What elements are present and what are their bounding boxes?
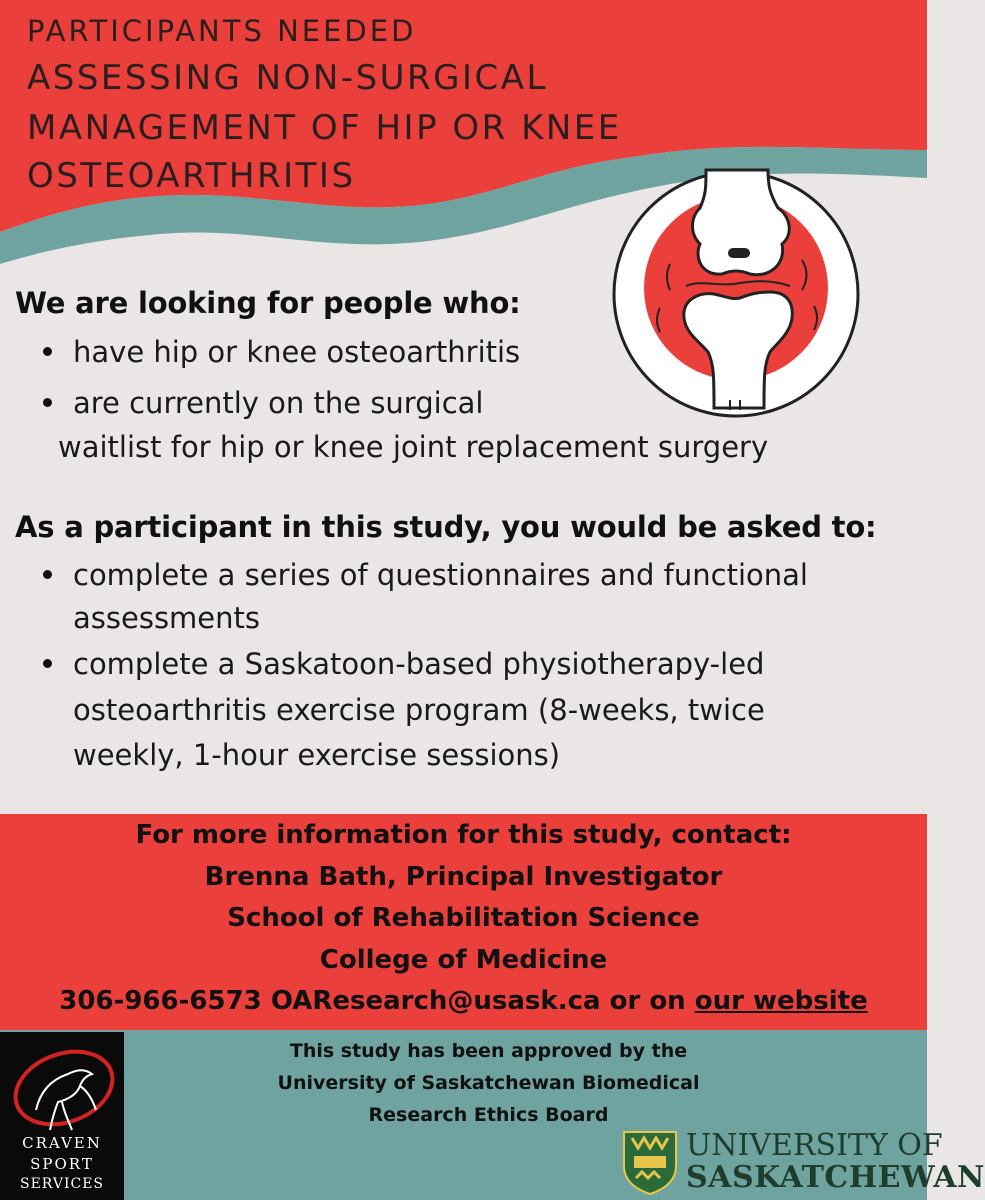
header-title-line-3: OSTEOARTHRITIS bbox=[27, 156, 356, 196]
bullet-dot bbox=[43, 659, 52, 668]
bullet-dot bbox=[43, 347, 52, 356]
approval-line-1: This study has been approved by the bbox=[289, 1040, 688, 1062]
header-title-line-2: MANAGEMENT OF HIP OR KNEE bbox=[27, 108, 622, 148]
looking-item-2-continuation: waitlist for hip or knee joint replacement surgery bbox=[58, 430, 769, 464]
craven-line-1: CRAVEN bbox=[22, 1134, 102, 1152]
approval-line-2: University of Saskatchewan Biomedical bbox=[277, 1072, 700, 1094]
participant-heading: As a participant in this study, you would be asked to: bbox=[15, 510, 877, 544]
knee-joint-icon bbox=[610, 168, 862, 420]
contact-section bbox=[0, 814, 927, 1030]
header-kicker: PARTICIPANTS NEEDED bbox=[27, 14, 417, 48]
header-title-line-1: ASSESSING NON-SURGICAL bbox=[27, 58, 548, 98]
usask-wordmark-line-2: SASKATCHEWAN bbox=[686, 1160, 985, 1195]
bullet-dot bbox=[43, 570, 52, 579]
contact-phone-email: 306-966-6573 OAResearch@usask.ca or on bbox=[59, 986, 695, 1016]
craven-line-3: SERVICES bbox=[19, 1176, 104, 1192]
looking-item-1: have hip or knee osteoarthritis bbox=[73, 335, 521, 369]
participant-item-1-line-2: assessments bbox=[73, 601, 260, 635]
participant-item-1-line-1: complete a series of questionnaires and functional bbox=[73, 558, 808, 592]
participant-item-2-line-3: weekly, 1-hour exercise sessions) bbox=[73, 738, 561, 772]
contact-line-4: College of Medicine bbox=[319, 945, 608, 975]
craven-logo bbox=[0, 1032, 124, 1200]
usask-crest-icon bbox=[622, 1130, 678, 1196]
craven-horse-icon bbox=[6, 1040, 118, 1136]
approval-line-3: Research Ethics Board bbox=[368, 1104, 609, 1126]
contact-line-3: School of Rehabilitation Science bbox=[227, 903, 700, 933]
bullet-dot bbox=[43, 398, 52, 407]
website-link[interactable]: our website bbox=[694, 986, 868, 1016]
participant-item-2-line-2: osteoarthritis exercise program (8-weeks, twice bbox=[73, 693, 765, 727]
contact-line-2: Brenna Bath, Principal Investigator bbox=[204, 862, 723, 892]
participant-item-2-line-1: complete a Saskatoon-based physiotherapy-led bbox=[73, 647, 765, 681]
contact-line-5 bbox=[0, 986, 927, 1016]
contact-line-1: For more information for this study, contact: bbox=[135, 820, 792, 850]
craven-line-2: SPORT bbox=[30, 1155, 94, 1173]
looking-item-2: are currently on the surgical bbox=[73, 386, 484, 420]
looking-heading: We are looking for people who: bbox=[15, 286, 521, 320]
usask-wordmark-line-1: UNIVERSITY OF bbox=[686, 1128, 943, 1163]
